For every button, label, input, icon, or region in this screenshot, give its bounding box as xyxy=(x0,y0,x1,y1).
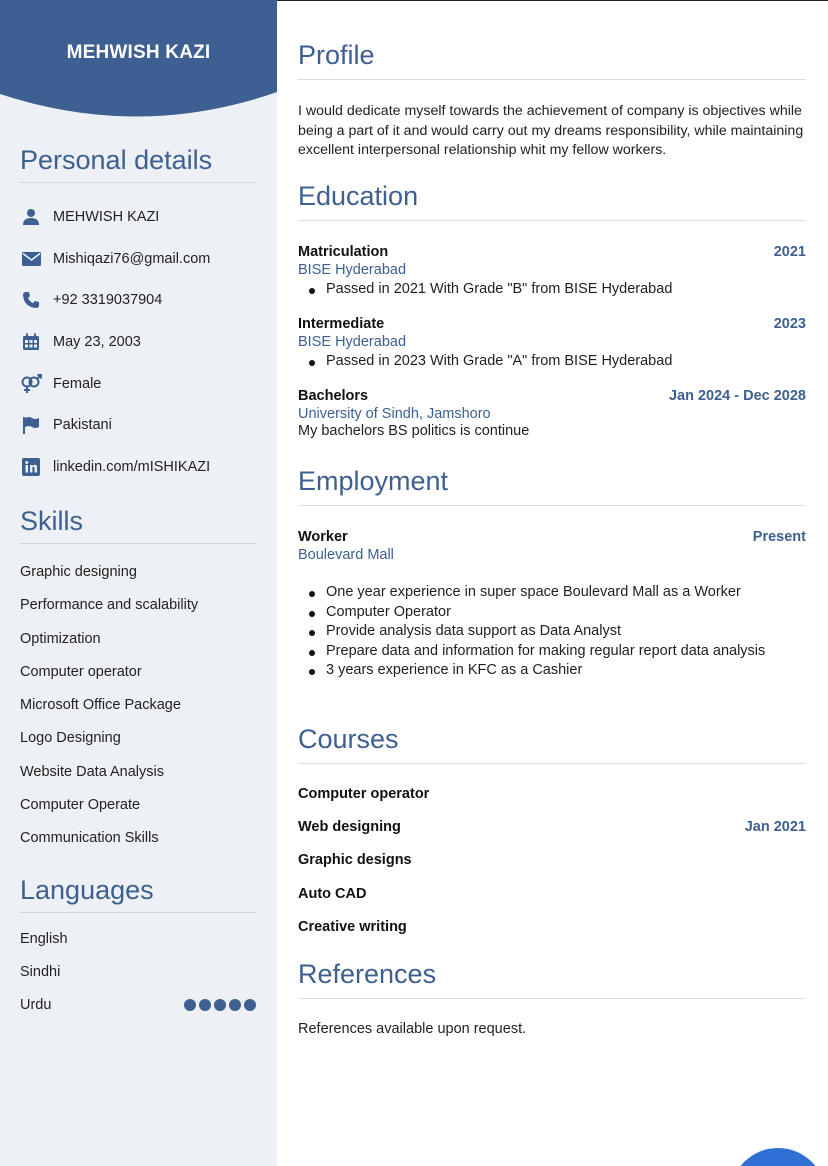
email-icon xyxy=(20,248,42,270)
skill-item: Performance and scalability xyxy=(20,597,199,614)
course-title: Web designing xyxy=(298,819,401,835)
course-item xyxy=(298,852,806,868)
level-dot xyxy=(184,999,196,1011)
linkedin-icon xyxy=(20,456,42,478)
sidebar xyxy=(0,0,277,1166)
entry-title: Matriculation xyxy=(298,244,389,260)
personal-nationality-text: Pakistani xyxy=(53,417,112,434)
course-item xyxy=(298,886,806,902)
entry-date: Jan 2024 - Dec 2028 xyxy=(668,388,806,404)
skill-item: Optimization xyxy=(20,630,101,647)
course-item xyxy=(298,786,806,802)
entry-institution: BISE Hyderabad xyxy=(298,334,407,350)
personal-gender-row xyxy=(20,363,256,405)
course-title: Creative writing xyxy=(298,919,407,935)
entry-title: Worker xyxy=(298,529,348,545)
bullet-item: Prepare data and information for making regular report data analysis xyxy=(298,642,806,662)
level-dot xyxy=(199,999,211,1011)
entry-date: 2021 xyxy=(773,244,806,260)
course-date: Jan 2021 xyxy=(744,819,806,835)
skill-item: Website Data Analysis xyxy=(20,763,164,780)
entry-bullets xyxy=(298,352,806,372)
course-item xyxy=(298,919,806,935)
bullet-item: Passed in 2023 With Grade "A" from BISE Hyderabad xyxy=(298,352,806,372)
personal-linkedin-row[interactable] xyxy=(20,446,256,488)
language-name: Sindhi xyxy=(20,963,61,980)
bullet-item: One year experience in super space Boulevard Mall as a Worker xyxy=(298,583,806,603)
bullet-item: Computer Operator xyxy=(298,603,806,623)
personal-phone-text[interactable]: +92 3319037904 xyxy=(53,292,163,309)
personal-email-row[interactable] xyxy=(20,238,256,280)
entry-institution: BISE Hyderabad xyxy=(298,262,407,278)
personal-details-heading: Personal details xyxy=(20,145,256,183)
personal-gender-text: Female xyxy=(53,375,102,392)
course-item xyxy=(298,819,806,835)
language-item xyxy=(20,989,256,1022)
candidate-name: MEHWISH KAZI xyxy=(66,42,211,63)
personal-name-row xyxy=(20,196,256,238)
bullet-item: Passed in 2021 With Grade "B" from BISE Hyderabad xyxy=(298,280,806,300)
entry-institution: University of Sindh, Jamshoro xyxy=(298,406,491,422)
skills-heading: Skills xyxy=(20,506,256,544)
profile-text: I would dedicate myself towards the achievement of company is objectives while being a part of it and would carry out my dreams responsibility, while maintaining excellent interpersonal relationship whit my fellow workers. xyxy=(298,103,804,158)
education-entry xyxy=(298,316,806,372)
references-heading: References xyxy=(298,959,806,999)
languages-list xyxy=(20,922,256,1022)
references-text: References available upon request. xyxy=(298,1021,527,1037)
personal-details-list xyxy=(20,196,256,488)
employment-heading: Employment xyxy=(298,466,806,506)
personal-linkedin-text[interactable]: linkedin.com/mISHIKAZI xyxy=(53,458,211,475)
personal-birthdate-text: May 23, 2003 xyxy=(53,333,141,350)
gender-icon xyxy=(20,373,42,395)
entry-company: Boulevard Mall xyxy=(298,547,394,563)
skill-item: Microsoft Office Package xyxy=(20,697,181,714)
entry-title: Bachelors xyxy=(298,388,369,404)
personal-email-text[interactable]: Mishiqazi76@gmail.com xyxy=(53,250,211,267)
calendar-icon xyxy=(20,331,42,353)
languages-heading: Languages xyxy=(20,875,256,913)
name-banner xyxy=(0,0,277,120)
entry-date: Present xyxy=(752,529,806,545)
language-level-dots xyxy=(184,999,256,1011)
level-dot xyxy=(244,999,256,1011)
personal-nationality-row xyxy=(20,404,256,446)
bullet-item: Provide analysis data support as Data Analyst xyxy=(298,622,806,642)
floating-action-button[interactable] xyxy=(730,1148,826,1166)
skill-item: Computer operator xyxy=(20,663,142,680)
course-title: Auto CAD xyxy=(298,886,367,902)
skill-item: Computer Operate xyxy=(20,797,141,814)
courses-heading: Courses xyxy=(298,724,806,764)
profile-heading: Profile xyxy=(298,40,806,80)
level-dot xyxy=(214,999,226,1011)
language-item xyxy=(20,922,256,955)
entry-description: My bachelors BS politics is continue xyxy=(298,423,530,439)
phone-icon xyxy=(20,289,42,311)
course-title: Computer operator xyxy=(298,786,430,802)
personal-birthdate-row xyxy=(20,321,256,363)
skills-list xyxy=(20,556,256,856)
skill-item: Graphic designing xyxy=(20,564,137,580)
employment-entry xyxy=(298,529,806,681)
education-heading: Education xyxy=(298,181,806,221)
level-dot xyxy=(229,999,241,1011)
bullet-item: 3 years experience in KFC as a Cashier xyxy=(298,661,806,681)
language-name: English xyxy=(20,930,68,947)
skill-item: Logo Designing xyxy=(20,730,121,747)
entry-bullets xyxy=(298,583,806,681)
education-entry xyxy=(298,388,806,439)
education-entry xyxy=(298,244,806,300)
person-icon xyxy=(20,206,42,228)
language-name: Urdu xyxy=(20,997,52,1014)
entry-bullets xyxy=(298,280,806,300)
personal-name-text: MEHWISH KAZI xyxy=(53,208,160,225)
personal-phone-row[interactable] xyxy=(20,279,256,321)
language-item xyxy=(20,955,256,988)
flag-icon xyxy=(20,414,42,436)
entry-title: Intermediate xyxy=(298,316,385,332)
entry-date: 2023 xyxy=(773,316,806,332)
course-title: Graphic designs xyxy=(298,852,412,868)
skill-item: Communication Skills xyxy=(20,830,159,847)
